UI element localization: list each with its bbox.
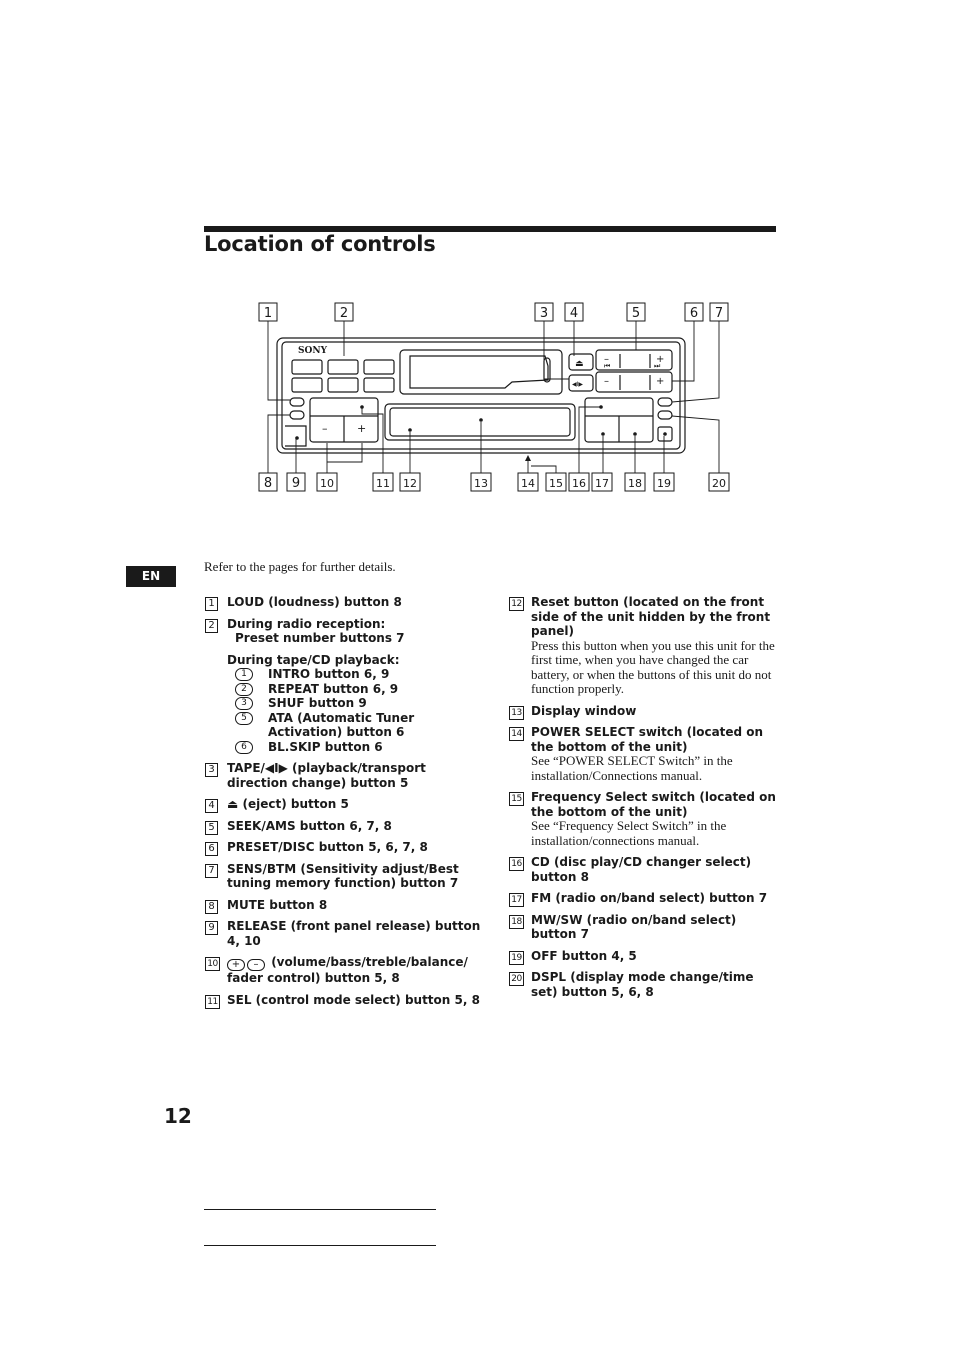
preset-button <box>292 360 322 374</box>
callout-14 <box>518 473 538 491</box>
item-label: Display window <box>531 703 637 718</box>
tape-direction-icon: ◀I▶ <box>572 381 583 388</box>
item-number: 5 <box>205 821 218 835</box>
svg-text:11: 11 <box>376 477 390 490</box>
item-number: 1 <box>205 597 218 611</box>
item-number: 14 <box>509 727 524 741</box>
item-number: 17 <box>509 893 524 907</box>
list-item <box>204 840 484 855</box>
item-label: FM (radio on/band select) button 7 <box>531 891 768 905</box>
item-label: ⏏ (eject) button 5 <box>227 797 349 811</box>
display-window <box>385 404 575 440</box>
preset-button <box>292 378 322 392</box>
preset-plus-sign: + <box>656 376 665 387</box>
footer-rule <box>204 1245 436 1246</box>
item-label: MUTE button 8 <box>227 897 328 912</box>
svg-text:4: 4 <box>569 306 579 321</box>
item-description: Press this button when you use this unit for the first time, when you have changed the car battery, or when the buttons of this unit do not function properly. <box>531 637 775 696</box>
list-item <box>204 898 484 913</box>
callout-2 <box>335 303 353 321</box>
callout-12 <box>400 473 420 491</box>
svg-text:15: 15 <box>549 477 563 490</box>
preset-button <box>364 360 394 374</box>
svg-text:16: 16 <box>572 477 586 490</box>
item-number: 10 <box>205 957 220 971</box>
item-number: 15 <box>509 792 524 806</box>
svg-text:9: 9 <box>291 476 301 491</box>
item-label: Frequency Select switch (located on the bottom of the unit) <box>531 790 776 819</box>
sub-item: 1 INTRO button 6, 9 <box>227 667 484 682</box>
svg-text:10: 10 <box>320 477 334 490</box>
sens-button-shape <box>658 398 672 406</box>
callout-15 <box>546 473 566 491</box>
item-label: MW/SW (radio on/band select) button 7 <box>531 912 737 941</box>
item-number: 11 <box>205 995 220 1009</box>
preset-minus-sign: – <box>604 376 609 387</box>
list-item <box>508 790 778 848</box>
seek-minus-sign: – <box>604 354 609 365</box>
svg-text:19: 19 <box>657 477 671 490</box>
item-label: CD (disc play/CD changer select) button 8 <box>531 855 752 884</box>
dspl-button-shape <box>658 411 672 419</box>
brand-logo: SONY <box>298 346 327 356</box>
mute-button-shape <box>290 411 304 419</box>
svg-text:12: 12 <box>403 477 417 490</box>
minus-icon: – <box>247 959 265 971</box>
preset-button <box>328 378 358 392</box>
list-item <box>508 595 778 697</box>
volume-plus-sign: + <box>357 422 367 435</box>
svg-text:1: 1 <box>263 306 273 321</box>
svg-text:6: 6 <box>689 306 699 321</box>
item-label: + – (volume/bass/treble/balance/ fader control) button 5, 8 <box>227 955 468 985</box>
callout-8 <box>259 473 277 491</box>
svg-text:2: 2 <box>339 306 349 321</box>
item-number: 6 <box>205 842 218 856</box>
item-sublabel: Preset number buttons 7 <box>235 631 405 645</box>
svg-text:3: 3 <box>539 306 549 321</box>
list-item <box>204 919 484 948</box>
item-number: 3 <box>205 763 218 777</box>
list-item <box>508 855 778 884</box>
svg-text:18: 18 <box>628 477 642 490</box>
footer-rule <box>204 1209 436 1210</box>
list-item <box>508 913 778 942</box>
language-badge: EN <box>126 566 176 587</box>
list-item <box>204 761 484 790</box>
list-item <box>508 970 778 999</box>
svg-text:13: 13 <box>474 477 488 490</box>
preset-button <box>364 378 394 392</box>
item-number: 2 <box>205 619 218 633</box>
callout-5 <box>627 303 645 321</box>
callout-10 <box>317 473 337 491</box>
preset-button <box>328 360 358 374</box>
item-number: 13 <box>509 706 524 720</box>
item-description: See “Frequency Select Switch” in the installation/connections manual. <box>531 818 727 848</box>
item-label: SENS/BTM (Sensitivity adjust/Best tuning memory function) button 7 <box>227 861 459 890</box>
loud-button-shape <box>290 398 304 406</box>
callout-7 <box>710 303 728 321</box>
item-label: POWER SELECT switch (located on the bottom of the unit) <box>531 725 764 754</box>
item-number: 4 <box>205 799 218 813</box>
item-number: 20 <box>509 972 524 986</box>
item-label: DSPL (display mode change/time set) button 5, 6, 8 <box>531 970 754 999</box>
svg-text:20: 20 <box>712 477 726 490</box>
cassette-window <box>410 356 548 388</box>
release-tab <box>285 426 306 446</box>
svg-text:7: 7 <box>714 306 724 321</box>
item-label: RELEASE (front panel release) button 4, 10 <box>227 919 481 948</box>
item-number: 12 <box>509 597 524 611</box>
item-number: 18 <box>509 915 524 929</box>
list-item <box>508 725 778 783</box>
list-item <box>508 891 778 906</box>
playback-heading: During tape/CD playback: <box>227 652 400 667</box>
callout-20 <box>709 473 729 491</box>
item-label: During radio reception: <box>227 616 386 631</box>
list-item <box>204 993 484 1008</box>
item-number: 19 <box>509 951 524 965</box>
page-number: 12 <box>164 1104 192 1128</box>
item-description: See “POWER SELECT Switch” in the installation/Connections manual. <box>531 753 733 783</box>
list-item <box>508 949 778 964</box>
svg-text:14: 14 <box>521 477 535 490</box>
callout-18 <box>625 473 645 491</box>
callout-19 <box>654 473 674 491</box>
svg-text:5: 5 <box>631 306 641 321</box>
intro-text: Refer to the pages for further details. <box>204 559 396 574</box>
list-item <box>204 819 484 834</box>
callout-16 <box>569 473 589 491</box>
prev-track-icon: ⏮ <box>604 362 611 370</box>
item-number: 9 <box>205 921 218 935</box>
sub-item: 6 BL.SKIP button 6 <box>227 740 484 755</box>
item-number: 8 <box>205 900 218 914</box>
next-track-icon: ⏭ <box>654 362 661 370</box>
seek-plus-sign: + <box>656 354 665 365</box>
callout-4 <box>565 303 583 321</box>
item-label: LOUD (loudness) button 8 <box>227 595 402 609</box>
list-item <box>204 862 484 891</box>
callout-11 <box>373 473 393 491</box>
controls-list-left <box>204 595 484 1014</box>
page-title: Location of controls <box>204 232 436 256</box>
item-number: 16 <box>509 857 524 871</box>
plus-icon: + <box>227 959 245 971</box>
sub-item: 3 SHUF button 9 <box>227 696 484 711</box>
callout-17 <box>592 473 612 491</box>
callout-6 <box>685 303 703 321</box>
list-item <box>204 617 484 755</box>
svg-text:8: 8 <box>263 476 273 491</box>
callout-1 <box>259 303 277 321</box>
item-label: Reset button (located on the front side of the unit hidden by the front panel) <box>531 595 771 638</box>
callout-13 <box>471 473 491 491</box>
controls-list-right <box>508 595 778 1006</box>
item-label: SEEK/AMS button 6, 7, 8 <box>227 818 392 833</box>
item-label: TAPE/◀I▶ (playback/transport direction change) button 5 <box>227 761 426 790</box>
list-item <box>204 955 484 986</box>
sub-item: 2 REPEAT button 6, 9 <box>227 682 484 697</box>
callout-9 <box>287 473 305 491</box>
eject-icon: ⏏ <box>575 359 584 369</box>
item-number: 7 <box>205 864 218 878</box>
list-item <box>204 797 484 812</box>
volume-minus-sign: – <box>322 422 328 435</box>
list-item <box>508 704 778 719</box>
item-label: OFF button 4, 5 <box>531 948 637 963</box>
list-item <box>204 595 484 610</box>
svg-text:17: 17 <box>595 477 609 490</box>
callout-3 <box>535 303 553 321</box>
item-label: SEL (control mode select) button 5, 8 <box>227 992 480 1007</box>
item-label: PRESET/DISC button 5, 6, 7, 8 <box>227 840 428 854</box>
sub-item: 5 ATA (Automatic Tuner Activation) button 6 <box>227 711 484 740</box>
